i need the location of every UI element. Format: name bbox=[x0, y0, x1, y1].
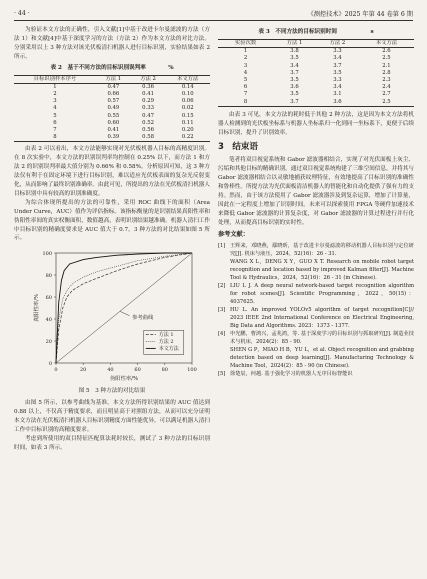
table2-cell: 0.33 bbox=[142, 105, 154, 112]
table2-header-cell: 本文方法 bbox=[165, 75, 210, 83]
reference-item bbox=[218, 242, 414, 258]
table3-cell: 3.5 bbox=[290, 76, 299, 83]
table3-row bbox=[218, 70, 414, 77]
table3-cell: 3.4 bbox=[333, 84, 342, 91]
table3-cell: 5 bbox=[243, 76, 248, 83]
y-tick-label: 40 bbox=[45, 317, 52, 324]
table2-cell: 0.56 bbox=[142, 126, 154, 133]
table2-row bbox=[14, 83, 210, 91]
table3-cell: 8 bbox=[218, 99, 273, 107]
table2-cell: 0.41 bbox=[142, 90, 154, 97]
paragraph-table2-discussion: 由表 2 可以看出，本文方法能够实现对光伏板机器人目标的高精度识别。在 8 次实验中，本文方法的识别误判率均控制在 0.25% 以下，而方法 1 和方法 2 的识别误判率最大值分别为 0.66% 和 0.58%。分析原因可知，这 3 种方法仅有利于在固定环境下进行目标识别，难以适应光伏板表面的复杂光反射变化，从而影响了最终识别准确率。由此可见，所提出的方法在光伏板清扫机器人目标识别中具有较高的识别准确度。 bbox=[14, 146, 210, 197]
reference-text: 申光鹏，曹鸿兴，孟兆鸿，等. 基于深度学习的目标识别与抓取研究[J]. 制造业技术与机床，2024(2)：85 - 90. bbox=[230, 331, 414, 346]
table3-row bbox=[218, 84, 414, 91]
table2-cell: 6 bbox=[53, 119, 57, 126]
paragraph-roc: 为综合体现所提出的方法的可靠性，采用 ROC 曲线下的面积（Area Under Curve，AUC）值作为评估指标。该指标衡量的是识别结果真阳性率和伪阳性率间的真实权衡面积，数值越高，表明识别结果越准确。机器人清扫工作中目标识别的精确度要求是 AUC 值大于 0.7。3 种方法的对比结果如图 5 所示。 bbox=[14, 199, 210, 242]
table3 bbox=[218, 39, 414, 107]
reference-text: HU L. An improved YOLOv5 algorithm of target recognition[C]// 2023 IEEE 2nd International Conference on Electrical Engineering, Big Data and Algorithms. 2023：1373 - 1377. bbox=[230, 306, 414, 330]
table2-header-cell: 方法 2 bbox=[131, 75, 166, 83]
x-tick-label: 80 bbox=[161, 367, 168, 374]
right-column bbox=[218, 26, 414, 378]
table3-cell: 3.7 bbox=[290, 69, 299, 76]
table3-cell: 3.3 bbox=[333, 48, 342, 55]
table3-cell: 3.4 bbox=[333, 55, 342, 62]
x-tick-label: 40 bbox=[107, 367, 114, 374]
references-title: 参考文献： bbox=[218, 230, 249, 238]
reference-text: LIU L J. A deep neural network-based target recognition algorithm for robot scenes[J]. Scientific Programming，2022，50(15)：4037625. bbox=[230, 282, 414, 305]
left-column bbox=[14, 26, 210, 453]
reference-text: SHEN G P，MIAO H B，YU L，et al. Object recognition and grabbing detection based on deep learning[J]. Manufacturing Technology & Machine Tool，2024(2)：85 - 90 (in Chinese). bbox=[230, 347, 414, 370]
table3-row bbox=[218, 55, 414, 62]
table2-cell: 5 bbox=[53, 112, 57, 119]
table3-cell: 4 bbox=[243, 69, 248, 76]
reference-curve-label: 参考曲线 bbox=[132, 315, 154, 322]
table2-row bbox=[14, 120, 210, 127]
table2-cell: 2 bbox=[53, 90, 57, 97]
table2 bbox=[14, 75, 210, 143]
reference-number bbox=[218, 258, 230, 282]
table3-cell: 2.7 bbox=[382, 91, 391, 98]
table2-row bbox=[14, 105, 210, 112]
table3-cell: 3.6 bbox=[290, 84, 299, 91]
table2-cell: 7 bbox=[53, 126, 57, 133]
header-rule bbox=[14, 20, 413, 21]
reference-number: [4] bbox=[218, 331, 226, 338]
y-axis-label: 真阳性率/% bbox=[34, 294, 40, 323]
table2-cell: 3 bbox=[53, 98, 57, 105]
reference-item bbox=[218, 258, 414, 282]
roc-chart bbox=[14, 247, 210, 385]
running-header bbox=[14, 6, 413, 20]
table3-cell: 2.8 bbox=[382, 69, 391, 76]
x-tick-label: 0 bbox=[54, 367, 58, 374]
table2-cell: 0.15 bbox=[181, 112, 194, 119]
table3-cell: 3.8 bbox=[290, 48, 299, 55]
table2-cell: 0.47 bbox=[142, 112, 154, 119]
table3-cell: 2.5 bbox=[382, 55, 391, 62]
table2-cell: 0.11 bbox=[181, 119, 194, 126]
references-list bbox=[218, 242, 414, 379]
table3-cell: 3.5 bbox=[333, 69, 342, 76]
table2-cell: 0.39 bbox=[96, 134, 131, 142]
table3-cell: 3.4 bbox=[290, 62, 299, 69]
table3-cell: 7 bbox=[243, 91, 248, 98]
table2-cell: 0.41 bbox=[107, 126, 120, 133]
table3-header-cell: 方法 1 bbox=[273, 39, 316, 47]
reference-item bbox=[218, 282, 414, 306]
table3-caption: 表 3 不同方法的目标识别时间 s bbox=[258, 29, 374, 35]
legend-label: 方法 1 bbox=[158, 332, 174, 339]
paragraph-figure-discussion: 由图 5 所示，以参考曲线为基准，本文方法所得识别结果的 AUC 值达到 0.88 以上，不仅高于精度要求，而且明显高于对照组方法，从而可以充分证明本文方法在光伏板清扫机器人目标识别精度方面性能优异，可以满足机器人清扫工作中目标识别的高精度要求。 bbox=[14, 400, 210, 433]
table3-cell: 6 bbox=[243, 84, 248, 91]
table2-cell: 0.20 bbox=[181, 126, 194, 133]
y-tick-label: 0 bbox=[48, 361, 52, 368]
x-tick-label: 20 bbox=[80, 367, 87, 374]
table2-cell: 0.10 bbox=[181, 90, 194, 97]
figure-5 bbox=[14, 247, 210, 385]
table3-cell: 3.6 bbox=[316, 99, 359, 107]
table2-cell: 0.47 bbox=[107, 83, 120, 90]
table2-cell: 0.66 bbox=[107, 90, 120, 97]
paragraph-table3-discussion: 由表 3 可见，本文方法的耗时低于其他 2 种方法，这是因为本文方法将机器人检测到的光伏板坐标系与机器人坐标系归一化到同一坐标系下，更便于后续目标识别，提升了识别效率。 bbox=[218, 111, 414, 136]
table2-cell: 4 bbox=[53, 105, 57, 112]
table2-row bbox=[14, 113, 210, 120]
x-tick-label: 100 bbox=[187, 367, 197, 374]
table3-cell: 3 bbox=[243, 62, 248, 69]
table2-cell: 8 bbox=[14, 134, 96, 142]
table2-row bbox=[14, 127, 210, 134]
reference-item bbox=[218, 346, 414, 370]
reference-number bbox=[218, 346, 230, 370]
table3-header-cell: 方法 2 bbox=[316, 39, 359, 47]
table2-cell: 0.55 bbox=[107, 112, 120, 119]
reference-text: 王辉来，邓晓燕，鄢晓昕，基于改进卡尔曼滤波的移动机器人目标识别与定位研究[J]. 机床与液压，2024，52(16)：26 - 31. bbox=[230, 242, 414, 257]
table2-cell: 0.06 bbox=[181, 98, 194, 105]
table2-cell: 0.36 bbox=[142, 83, 154, 90]
journal-info: 《测控技术》2025 年第 44 卷第 6 期 bbox=[307, 10, 413, 18]
table3-cell: 3.1 bbox=[333, 91, 342, 98]
table3-cell: 3.5 bbox=[290, 91, 299, 98]
reference-leader-line bbox=[120, 312, 130, 316]
legend-label: 本文方法 bbox=[158, 346, 179, 353]
table2-header-cell: 方法 1 bbox=[96, 75, 131, 83]
paragraph-intro: 为验证本文方法的正确性，引入文献[1]中基于改进卡尔曼滤波的方法（方法 1）和文献[4]中基于深度学习的方法（方法 2）作为本文方法的对比方法。分别采用以上 3 种方法对该光伏板清扫机器人进行目标识别，实验结果如表 2 所示。 bbox=[14, 27, 210, 60]
y-tick-label: 100 bbox=[42, 251, 52, 258]
table3-row bbox=[218, 91, 414, 98]
table2-row bbox=[14, 98, 210, 105]
table3-row bbox=[218, 48, 414, 56]
figure-caption: 图 5 3 种方法的对比结果 bbox=[78, 388, 146, 395]
paragraph-time: 考虑到所使用的双目特征匹配算法耗时较长，测试了 3 种方法的目标识别时间，如表 3 所示。 bbox=[14, 435, 210, 451]
table3-header-cell: 实验次数 bbox=[218, 39, 273, 47]
table3-row bbox=[218, 77, 414, 84]
table3-cell: 3.3 bbox=[333, 76, 342, 83]
reference-number: [2] bbox=[218, 282, 226, 289]
reference-number: [3] bbox=[218, 306, 226, 313]
table3-cell: 2.4 bbox=[382, 84, 391, 91]
table3-cell: 2.6 bbox=[382, 48, 391, 55]
table3-cell: 1 bbox=[243, 48, 248, 55]
table2-cell: 0.14 bbox=[181, 83, 194, 90]
table2-cell: 0.52 bbox=[142, 119, 154, 126]
table2-cell: 0.58 bbox=[131, 134, 166, 142]
table2-cell: 0.60 bbox=[107, 119, 120, 126]
table3-cell: 2.5 bbox=[359, 99, 414, 107]
y-tick-label: 20 bbox=[45, 339, 52, 346]
y-tick-label: 60 bbox=[45, 295, 52, 302]
table2-caption: 表 2 基于不同方法的目标识别误判率 % bbox=[50, 64, 174, 71]
table3-row bbox=[218, 99, 414, 107]
reference-text: WANG X L，DENG X Y，GUO X T. Research on mobile robot target recognition and location based by improved Kalman filter[J]. Machine Tool & Hydraulics，2024，52(16)：26 - 31 (in Chinese). bbox=[230, 258, 414, 281]
reference-text: 徐楚辰，何越. 基于强化学习的机器人无序目标智能识 bbox=[230, 371, 353, 378]
table2-cell: 0.29 bbox=[142, 98, 154, 105]
y-tick-label: 80 bbox=[45, 273, 52, 280]
table3-cell: 3.7 bbox=[273, 99, 316, 107]
page-number: · 44 · bbox=[14, 9, 30, 17]
table3-row bbox=[218, 63, 414, 70]
table3-cell: 3.5 bbox=[290, 55, 299, 62]
table2-cell: 0.49 bbox=[107, 105, 120, 112]
table3-cell: 2.1 bbox=[382, 62, 391, 69]
x-axis-label: 伪阳性率/% bbox=[109, 376, 139, 383]
reference-number: [1] bbox=[218, 242, 226, 249]
table2-cell: 0.22 bbox=[165, 134, 210, 142]
table2-cell: 1 bbox=[53, 83, 57, 90]
table2-row bbox=[14, 134, 210, 142]
table3-cell: 2 bbox=[243, 55, 248, 62]
reference-number: [5] bbox=[218, 371, 226, 378]
reference-item bbox=[218, 330, 414, 346]
table2-row bbox=[14, 91, 210, 98]
table3-cell: 2.3 bbox=[382, 76, 391, 83]
x-tick-label: 60 bbox=[134, 367, 141, 374]
section-title: 3 结束语 bbox=[218, 142, 258, 153]
reference-item bbox=[218, 370, 414, 378]
table3-cell: 3.7 bbox=[333, 62, 342, 69]
table2-header-cell: 目标识别样本序号 bbox=[14, 75, 96, 83]
table2-cell: 0.57 bbox=[107, 98, 120, 105]
legend-label: 方法 2 bbox=[158, 339, 174, 346]
paragraph-conclusion: 笔者将双目视觉系统和 Gabor 滤波器相结合，实现了对光伏面板上灰尘、污垢和其他目标的精确识别。通过双目视觉系统构建了三维空间信息，并将其与 Gabor 滤波器相结合以灵敏地捕获纹理特征，有效地提高了目标识别的准确性和鲁棒性。所提方法为光伏面板清洁机器人的智能化和自动化提供了强有力的支持。然而，由于该方法使用了 Gabor 滤波器涉及到复杂运算，增加了计算量，因此在一定程度上增加了识别时间。未来可以探索使用 FPGA 等硬件加速技术来降低 Gabor 滤波器的计算复杂度，对 Gabor 滤波器的计算过程进行并行化处理，从而提高目标识别的实时性。 bbox=[218, 157, 414, 226]
table3-header-cell: 本文方法 bbox=[359, 39, 414, 47]
reference-item bbox=[218, 306, 414, 330]
table2-cell: 0.02 bbox=[181, 105, 194, 112]
